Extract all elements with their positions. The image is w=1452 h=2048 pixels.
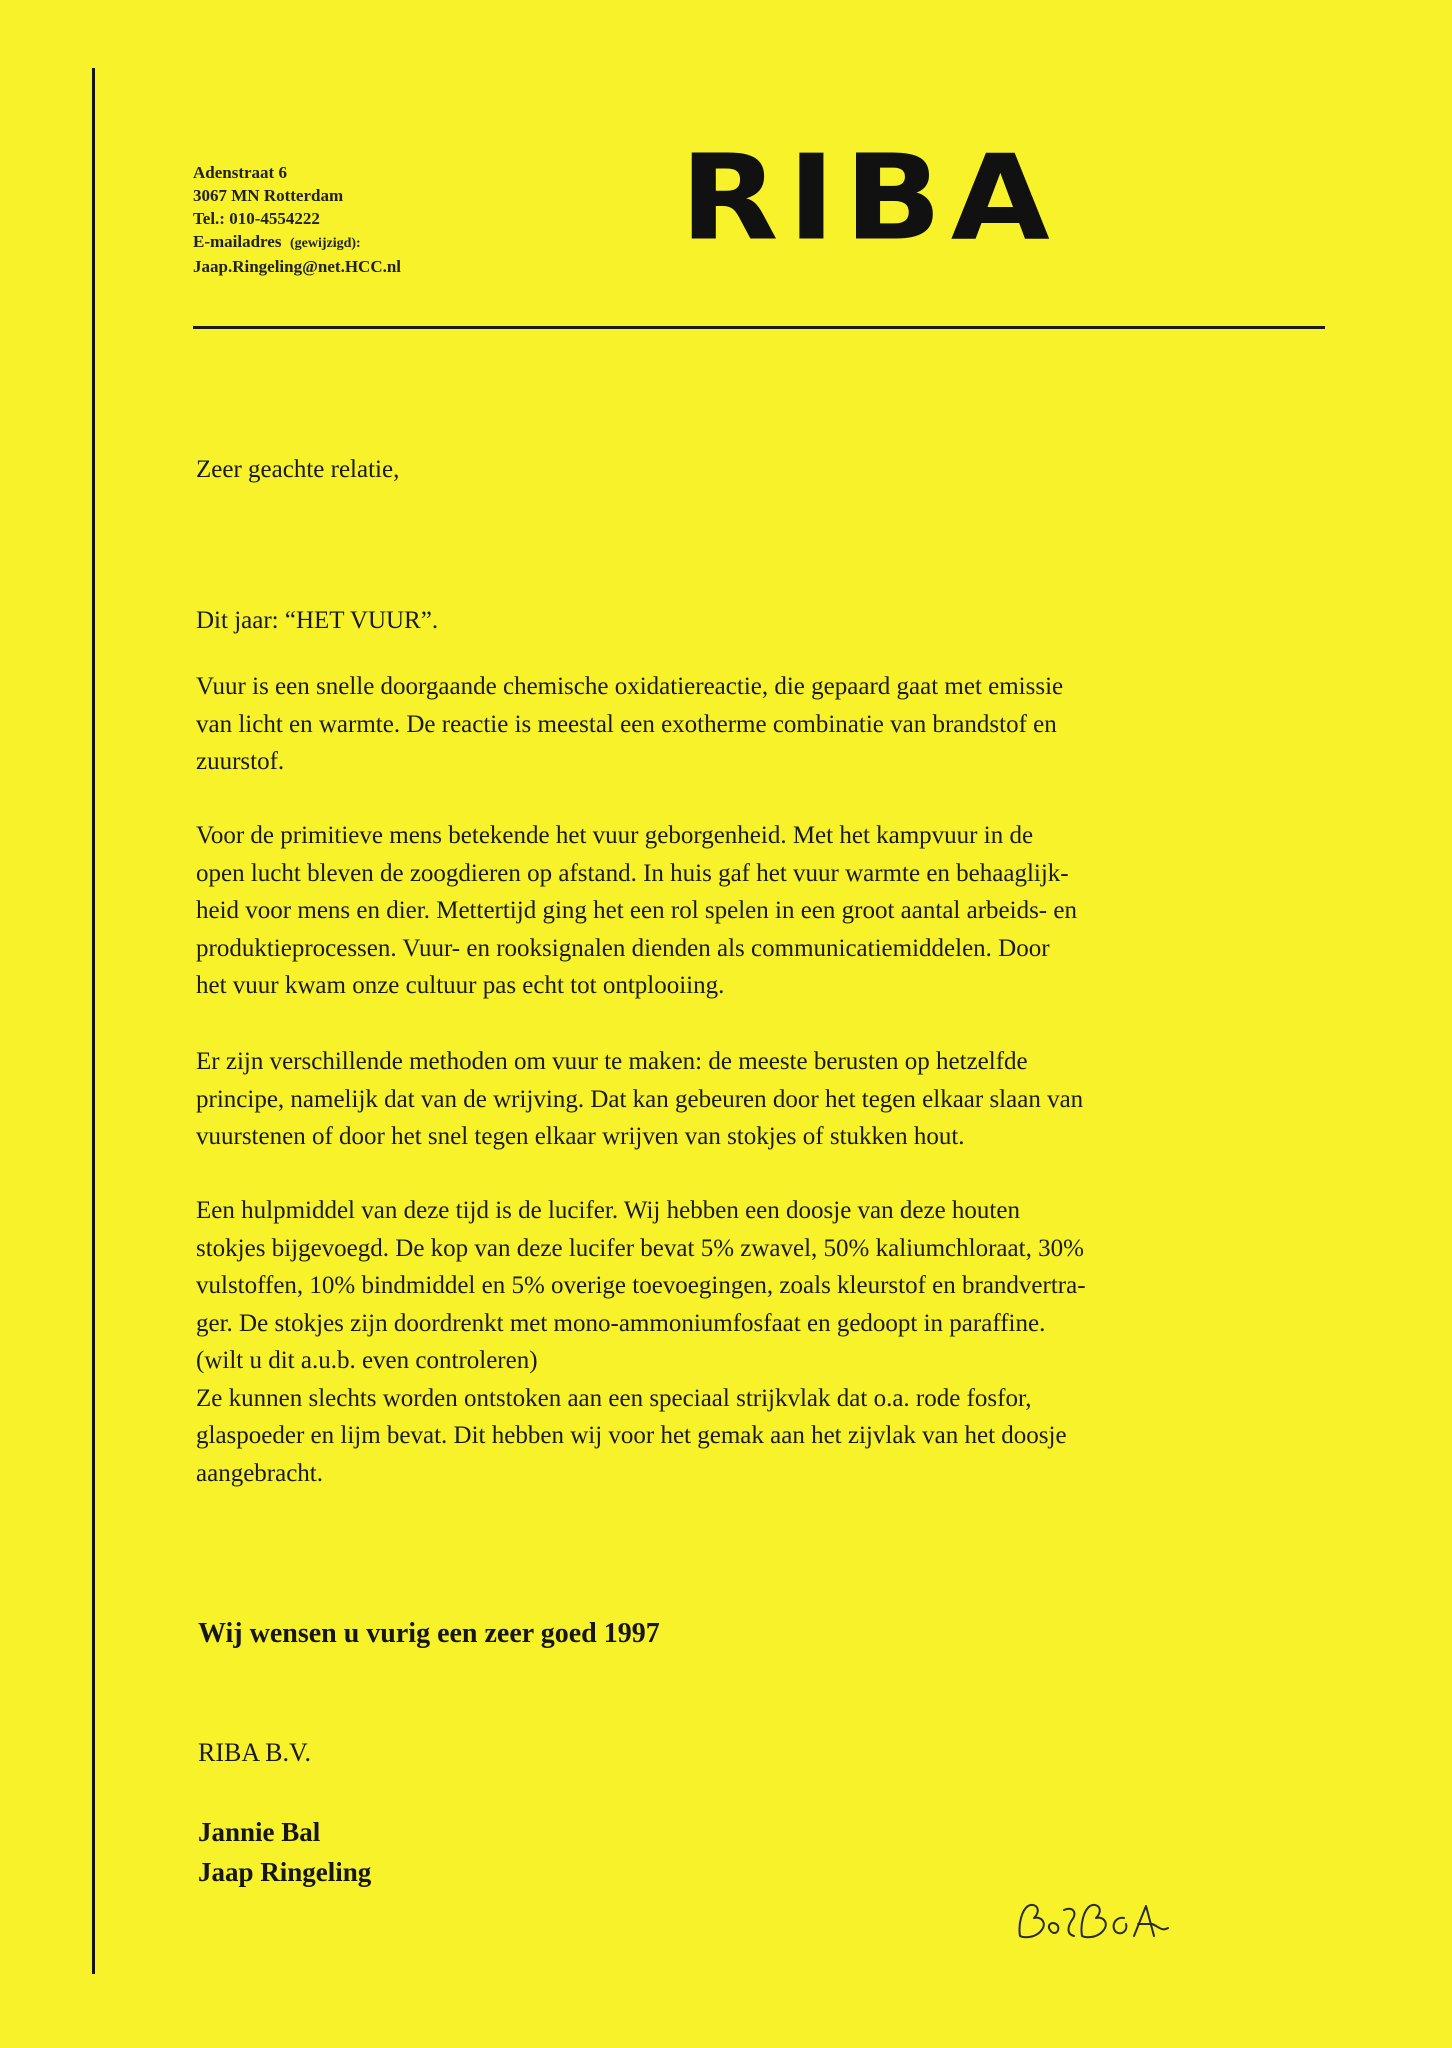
handwritten-signature (1012, 1896, 1172, 1946)
address-email-label-line (193, 230, 401, 255)
paragraph-line: principe, namelijk dat van de wrijving. Dat kan gebeuren door het tegen elkaar slaan van (196, 1085, 1084, 1113)
sender-address (193, 161, 401, 278)
address-phone: Tel.: 010-4554222 (193, 209, 320, 228)
paragraph-line: zuurstof. (196, 748, 285, 775)
paragraph-line: heid voor mens en dier. Mettertijd ging het een rol spelen in een groot aantal arbeids- en (196, 897, 1077, 924)
paragraph-line: glaspoeder en lijm bevat. Dit hebben wij voor het gemak aan het zijvlak van het doosje (196, 1422, 1067, 1449)
paragraph-line: Er zijn verschillende methoden om vuur te maken: de meeste berusten op hetzelfde (196, 1048, 1028, 1075)
paragraph-line: vulstoffen, 10% bindmiddel en 5% overige toevoegingen, zoals kleurstof en brandvertra- (196, 1272, 1086, 1299)
paragraph-line: van licht en warmte. De reactie is meestal een exotherme combinatie van brandstof en (196, 710, 1057, 738)
address-city: 3067 MN Rotterdam (193, 186, 344, 205)
paragraph-line: vuurstenen of door het snel tegen elkaar wrijven van stokjes of stukken hout. (196, 1123, 965, 1150)
paragraph-fire-history (196, 817, 1356, 1005)
paragraph-line: Voor de primitieve mens betekende het vuur geborgenheid. Met het kampvuur in de (196, 822, 1034, 849)
paragraph-line: Vuur is een snelle doorgaande chemische oxidatiereactie, die gepaard gaat met emissie (196, 673, 1064, 700)
paragraph-line: ger. De stokjes zijn doordrenkt met mono-ammoniumfosfaat en gedoopt in paraffine. (196, 1309, 1046, 1337)
paragraph-line: aangebracht. (196, 1459, 324, 1487)
address-street: Adenstraat 6 (193, 163, 287, 182)
paragraph-line: Ze kunnen slechts worden ontstoken aan een speciaal strijkvlak dat o.a. rode fosfor, (196, 1384, 1032, 1412)
paragraph-matches (196, 1192, 1356, 1492)
header-divider (193, 326, 1325, 329)
paragraph-fire-definition (196, 668, 1356, 781)
address-email-note: (gewijzigd): (289, 236, 361, 251)
theme-line: Dit jaar: “HET VUUR”. (196, 607, 439, 634)
address-email: Jaap.Ringeling@net.HCC.nl (193, 257, 402, 276)
signers (198, 1812, 371, 1892)
signer-name: Jaap Ringeling (198, 1857, 372, 1887)
salutation: Zeer geachte relatie, (196, 456, 400, 483)
paragraph-line: produktieprocessen. Vuur- en rooksignalen dienden als communicatiemiddelen. Door (196, 934, 1050, 962)
paragraph-line: (wilt u dit a.u.b. even controleren) (196, 1347, 538, 1374)
paragraph-line: het vuur kwam onze cultuur pas echt tot ontplooiing. (196, 972, 725, 999)
paragraph-fire-methods (196, 1043, 1356, 1156)
paragraph-line: open lucht bleven de zoogdieren op afstand. In huis gaf het vuur warmte en behaaglijk- (196, 859, 1069, 887)
address-email-label: E-mailadres (193, 232, 282, 251)
signer-name: Jannie Bal (198, 1817, 321, 1847)
company-logo: RIBA (680, 129, 1059, 267)
left-margin-rule (92, 68, 95, 1974)
paragraph-line: stokjes bijgevoegd. De kop van deze lucifer bevat 5% zwavel, 50% kaliumchloraat, 30% (196, 1234, 1084, 1262)
paragraph-line: Een hulpmiddel van deze tijd is de lucifer. Wij hebben een doosje van deze houten (196, 1197, 1020, 1224)
company-name: RIBA B.V. (198, 1738, 311, 1767)
new-year-wish: Wij wensen u vurig een zeer goed 1997 (198, 1618, 660, 1649)
